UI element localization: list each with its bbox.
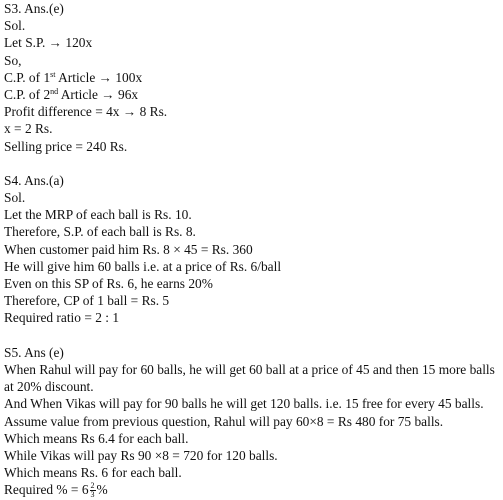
s3-so: So, bbox=[4, 52, 22, 68]
s3-heading: S3. Ans.(e) bbox=[4, 1, 64, 16]
s3-cp1-value: Article → 100x bbox=[55, 69, 143, 85]
s4-line: He will give him 60 balls i.e. at a price of Rs. 6/ball bbox=[4, 258, 282, 274]
s3-selling-price: Selling price = 240 Rs. bbox=[4, 138, 128, 154]
s4-line: Let the MRP of each ball is Rs. 10. bbox=[4, 207, 192, 223]
s5-line: While Vikas will pay Rs 90 ×8 = 720 for 120 balls. bbox=[4, 447, 278, 463]
s3-cp-second-article bbox=[4, 86, 501, 103]
s3-cp2-value: Article → 96x bbox=[58, 86, 139, 102]
fraction-denominator: 3 bbox=[90, 489, 95, 499]
s3-cp-first-article bbox=[4, 69, 501, 86]
s3-cp1-text: C.P. of 1 bbox=[4, 69, 51, 85]
s5-line: at 20% discount. bbox=[4, 379, 94, 395]
s4-line: Therefore, S.P. of each ball is Rs. 8. bbox=[4, 224, 196, 240]
s5-line: Assume value from previous question, Rahul will pay 60×8 = Rs 480 for 75 balls. bbox=[4, 413, 444, 429]
section-spacer bbox=[4, 155, 501, 172]
s4-sol-label: Sol. bbox=[4, 190, 26, 206]
s5-line: Which means Rs. 6 for each ball. bbox=[4, 465, 182, 481]
s5-required-suffix: % bbox=[96, 482, 108, 498]
fraction bbox=[90, 482, 96, 499]
s3-x-value: x = 2 Rs. bbox=[4, 121, 53, 137]
s5-required-percent bbox=[4, 481, 501, 498]
s3-sol-label: Sol. bbox=[4, 18, 26, 34]
s5-line: And When Vikas will pay for 90 balls he will get 120 balls. i.e. 15 free for every 45 balls. bbox=[4, 396, 484, 412]
fraction-numerator: 2 bbox=[90, 480, 95, 490]
section-spacer bbox=[4, 327, 501, 344]
s4-line: When customer paid him Rs. 8 × 45 = Rs. 360 bbox=[4, 241, 253, 257]
s3-cp1-superscript: st bbox=[50, 69, 56, 79]
s4-line: Therefore, CP of 1 ball = Rs. 5 bbox=[4, 293, 170, 309]
s4-line: Required ratio = 2 : 1 bbox=[4, 310, 120, 326]
s5-heading: S5. Ans (e) bbox=[4, 344, 64, 360]
s4-line: Even on this SP of Rs. 6, he earns 20% bbox=[4, 276, 213, 291]
s5-line: Which means Rs 6.4 for each ball. bbox=[4, 430, 189, 446]
s3-let-sp: Let S.P. → 120x bbox=[4, 35, 93, 51]
s3-profit-difference: Profit difference = 4x → 8 Rs. bbox=[4, 104, 168, 120]
s3-cp2-superscript: nd bbox=[50, 86, 59, 96]
s4-heading: S4. Ans.(a) bbox=[4, 172, 64, 188]
s5-line: When Rahul will pay for 60 balls, he will get 60 ball at a price of 45 and then 15 more balls bbox=[4, 361, 495, 377]
solutions-document bbox=[4, 0, 501, 498]
s3-cp2-text: C.P. of 2 bbox=[4, 86, 51, 102]
s5-required-prefix: Required % = 6 bbox=[4, 482, 89, 498]
